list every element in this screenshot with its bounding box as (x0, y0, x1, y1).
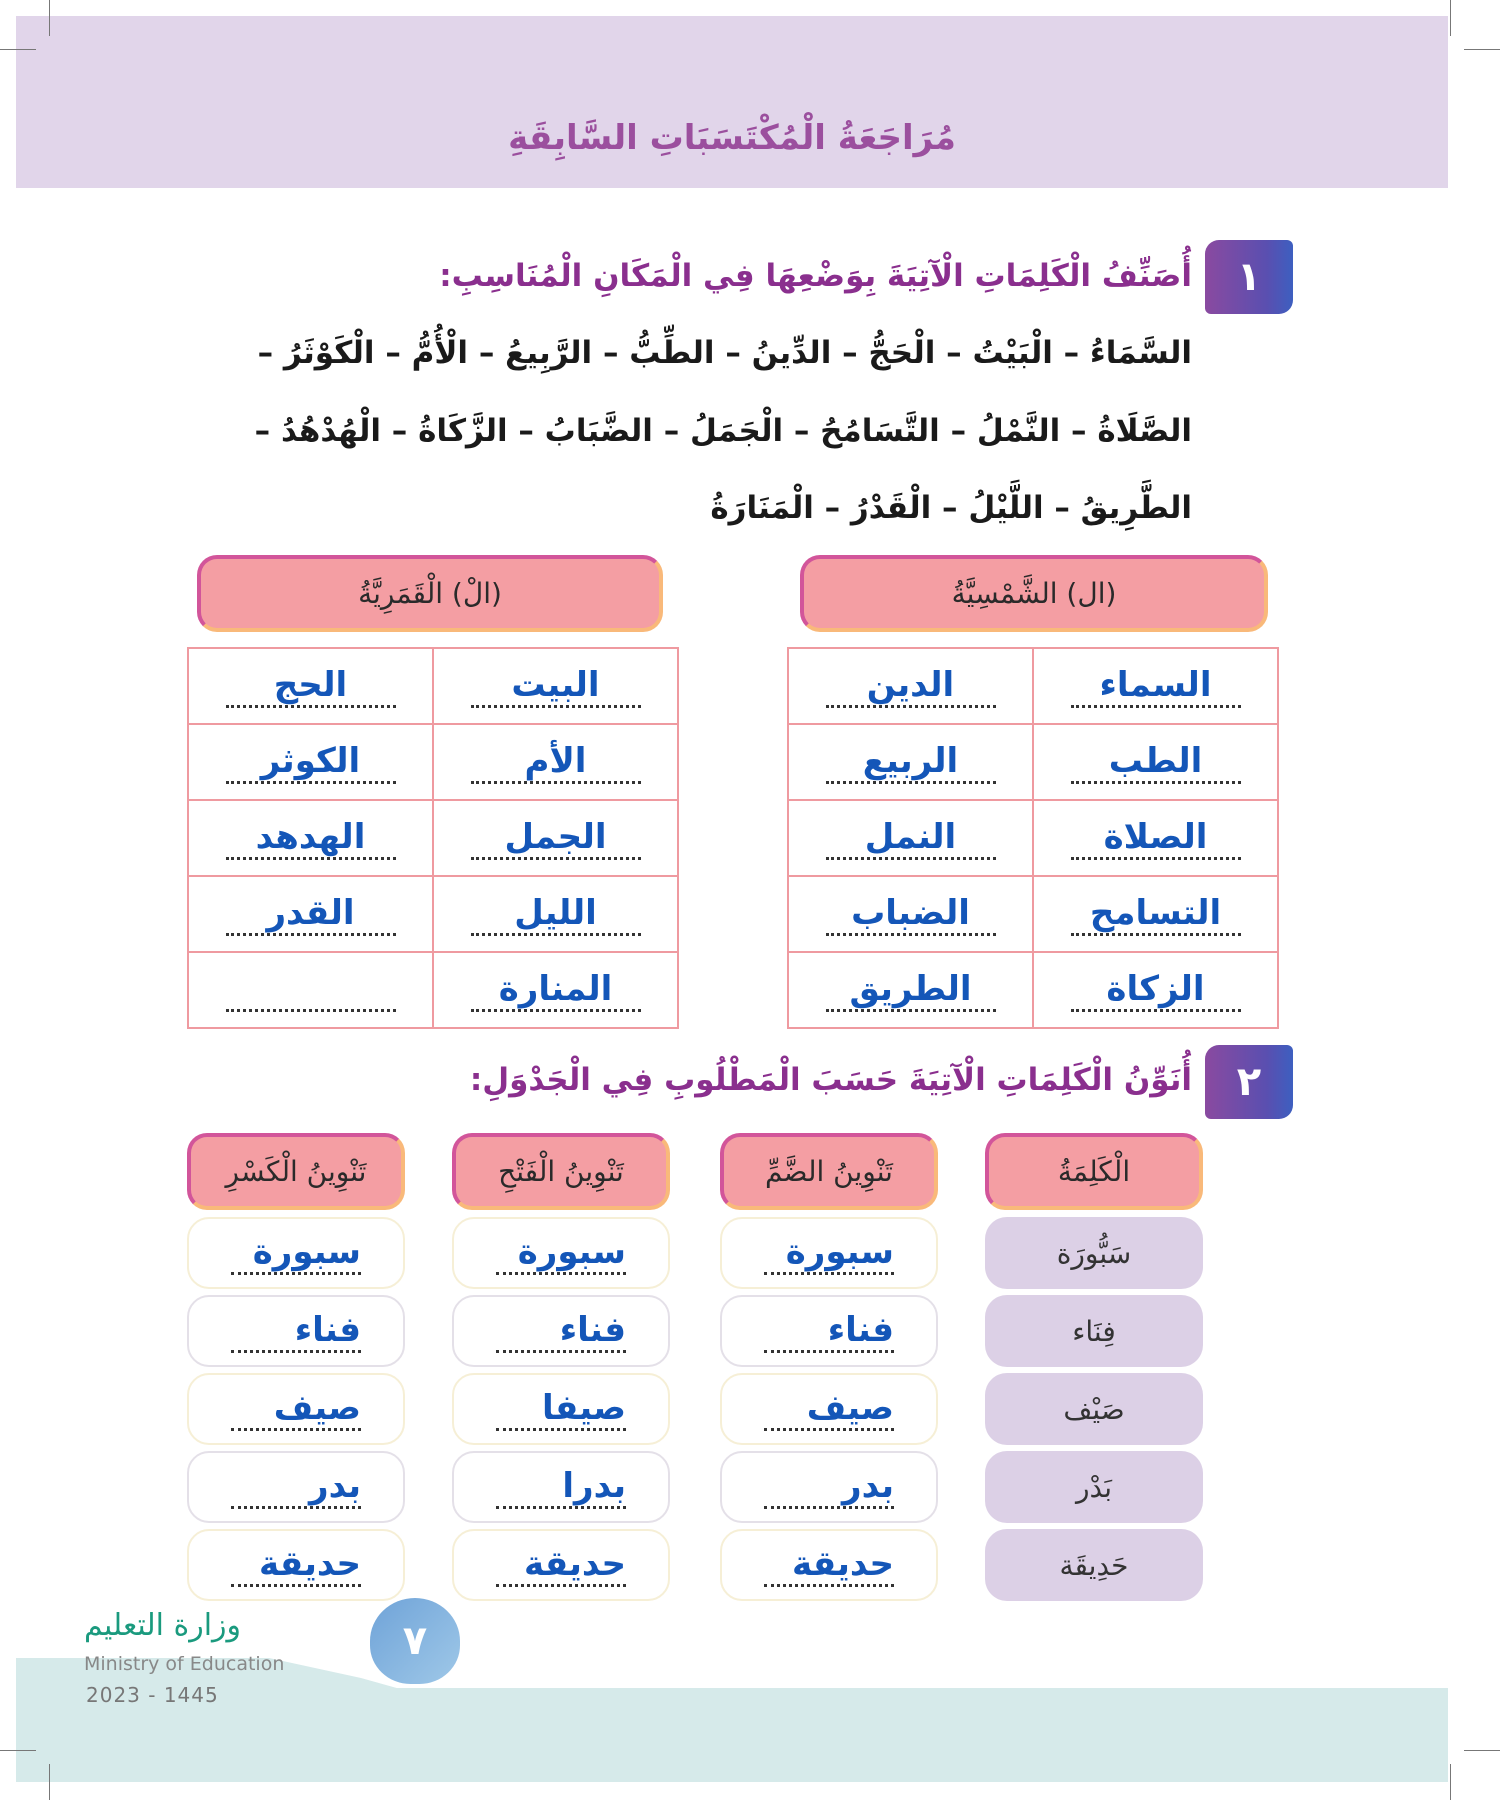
edition-year: 2023 - 1445 (86, 1683, 219, 1707)
crop-mark (49, 0, 50, 36)
answer-cell[interactable] (187, 1451, 405, 1523)
tanween-header: تَنْوِينُ الْكَسْرِ (187, 1133, 405, 1210)
table-cell (1033, 800, 1278, 876)
table-cell (188, 952, 433, 1028)
answer-cell[interactable] (720, 1451, 938, 1523)
header-band (16, 16, 1448, 188)
answer-blank[interactable]: القدر (226, 893, 396, 936)
table-cell (433, 724, 678, 800)
answer-cell[interactable] (452, 1217, 670, 1289)
table-row (188, 876, 678, 952)
answer-blank[interactable]: الدين (826, 665, 996, 708)
word-label: حَدِيقَة (1059, 1548, 1129, 1582)
answer-text: صيفا (496, 1388, 626, 1431)
answer-cell[interactable] (720, 1295, 938, 1367)
crop-mark (1464, 1750, 1500, 1751)
answer-text: بدر (231, 1466, 361, 1509)
table-cell (188, 724, 433, 800)
answer-cell[interactable] (452, 1373, 670, 1445)
answer-blank[interactable]: النمل (826, 817, 996, 860)
ministry-logo-english: Ministry of Education (84, 1653, 285, 1675)
question-1-badge: ١ (1205, 240, 1293, 314)
word-label: صَيْف (1063, 1392, 1125, 1426)
word-label: سَبُّورَة (1056, 1236, 1132, 1270)
answer-cell[interactable] (187, 1217, 405, 1289)
answer-text: سبورة (764, 1232, 894, 1275)
word-cell (985, 1529, 1203, 1601)
answer-cell[interactable] (187, 1373, 405, 1445)
table-cell (188, 648, 433, 724)
tanween-header: تَنْوِينُ الْفَتْحِ (452, 1133, 670, 1210)
answer-blank[interactable]: الأم (471, 741, 641, 784)
page-title: مُرَاجَعَةُ الْمُكْتَسَبَاتِ السَّابِقَةِ (508, 118, 956, 158)
answer-blank[interactable]: الليل (471, 893, 641, 936)
answer-blank[interactable]: الجمل (471, 817, 641, 860)
word-label: فِنَاء (1072, 1314, 1116, 1348)
shamsiya-table (787, 647, 1279, 1029)
tanween-header: تَنْوِينُ الضَّمِّ (720, 1133, 938, 1210)
tanween-header: الْكَلِمَةُ (985, 1133, 1203, 1210)
table-row (188, 724, 678, 800)
answer-blank[interactable]: الصلاة (1071, 817, 1241, 860)
table-cell (433, 952, 678, 1028)
answer-blank[interactable]: البيت (471, 665, 641, 708)
table-cell (788, 876, 1033, 952)
answer-text: سبورة (496, 1232, 626, 1275)
answer-text: حديقة (496, 1544, 626, 1587)
crop-mark (1450, 1764, 1451, 1800)
ministry-logo-arabic: وزارة التعليم (84, 1608, 242, 1643)
question-1-instruction: أُصَنِّفُ الْكَلِمَاتِ الْآتِيَةَ بِوَضْعِهَا فِي الْمَكَانِ الْمُنَاسِبِ: (439, 258, 1192, 294)
answer-cell[interactable] (720, 1373, 938, 1445)
answer-blank[interactable]: الزكاة (1071, 969, 1241, 1012)
answer-blank[interactable]: السماء (1071, 665, 1241, 708)
answer-text: حديقة (764, 1544, 894, 1587)
crop-mark (0, 49, 36, 50)
question-2-instruction: أُنَوِّنُ الْكَلِمَاتِ الْآتِيَةَ حَسَبَ الْمَطْلُوبِ فِي الْجَدْوَلِ: (469, 1062, 1192, 1098)
table-row (788, 648, 1278, 724)
table-row (788, 952, 1278, 1028)
table-cell (1033, 952, 1278, 1028)
table-row (788, 724, 1278, 800)
answer-cell[interactable] (720, 1217, 938, 1289)
table-cell (1033, 648, 1278, 724)
answer-blank[interactable]: التسامح (1071, 893, 1241, 936)
table-cell (788, 724, 1033, 800)
table-row (788, 876, 1278, 952)
answer-text: بدرا (496, 1466, 626, 1509)
answer-text: فناء (764, 1310, 894, 1353)
answer-cell[interactable] (720, 1529, 938, 1601)
answer-cell[interactable] (452, 1295, 670, 1367)
answer-blank[interactable]: الحج (226, 665, 396, 708)
word-line-2: الصَّلَاةُ – النَّمْلُ – التَّسَامُحُ – الْجَمَلُ – الضَّبَابُ – الزَّكَاةُ – الْهُدْهُدُ – (254, 413, 1192, 449)
word-cell (985, 1217, 1203, 1289)
table-cell (1033, 876, 1278, 952)
answer-blank[interactable] (226, 969, 396, 1012)
answer-text: صيف (231, 1388, 361, 1431)
answer-blank[interactable]: الطب (1071, 741, 1241, 784)
page-number: ٧ (370, 1598, 460, 1684)
table-cell (433, 648, 678, 724)
table-cell (433, 876, 678, 952)
answer-text: فناء (231, 1310, 361, 1353)
table-cell (1033, 724, 1278, 800)
word-line-3: الطَّرِيقُ – اللَّيْلُ – الْقَدْرُ – الْمَنَارَةُ (710, 490, 1192, 526)
answer-cell[interactable] (187, 1529, 405, 1601)
qamariya-header: (الْ) الْقَمَرِيَّةُ (197, 555, 663, 632)
word-cell (985, 1451, 1203, 1523)
table-row (188, 800, 678, 876)
footer-band (16, 1688, 1448, 1782)
answer-text: حديقة (231, 1544, 361, 1587)
shamsiya-header: (ال) الشَّمْسِيَّةُ (800, 555, 1268, 632)
answer-text: صيف (764, 1388, 894, 1431)
table-row (788, 800, 1278, 876)
crop-mark (1450, 0, 1451, 36)
question-2-badge: ٢ (1205, 1045, 1293, 1119)
crop-mark (49, 1764, 50, 1800)
answer-cell[interactable] (187, 1295, 405, 1367)
answer-blank[interactable]: الضباب (826, 893, 996, 936)
answer-blank[interactable]: الهدهد (226, 817, 396, 860)
answer-cell[interactable] (452, 1529, 670, 1601)
word-line-1: السَّمَاءُ – الْبَيْتُ – الْحَجُّ – الدِّينُ – الطِّبُّ – الرَّبِيعُ – الْأُمُّ – الْكَوْثَرُ – (257, 335, 1192, 371)
answer-text: فناء (496, 1310, 626, 1353)
word-cell (985, 1295, 1203, 1367)
table-cell (188, 800, 433, 876)
qamariya-table (187, 647, 679, 1029)
table-cell (788, 648, 1033, 724)
answer-text: سبورة (231, 1232, 361, 1275)
crop-mark (0, 1750, 36, 1751)
table-cell (188, 876, 433, 952)
answer-blank[interactable]: الكوثر (226, 741, 396, 784)
table-cell (788, 952, 1033, 1028)
table-row (188, 952, 678, 1028)
answer-cell[interactable] (452, 1451, 670, 1523)
crop-mark (1464, 49, 1500, 50)
table-cell (433, 800, 678, 876)
table-row (188, 648, 678, 724)
table-cell (788, 800, 1033, 876)
answer-blank[interactable]: المنارة (471, 969, 641, 1012)
answer-blank[interactable]: الطريق (826, 969, 996, 1012)
answer-text: بدر (764, 1466, 894, 1509)
answer-blank[interactable]: الربيع (826, 741, 996, 784)
word-cell (985, 1373, 1203, 1445)
word-label: بَدْر (1075, 1470, 1112, 1504)
